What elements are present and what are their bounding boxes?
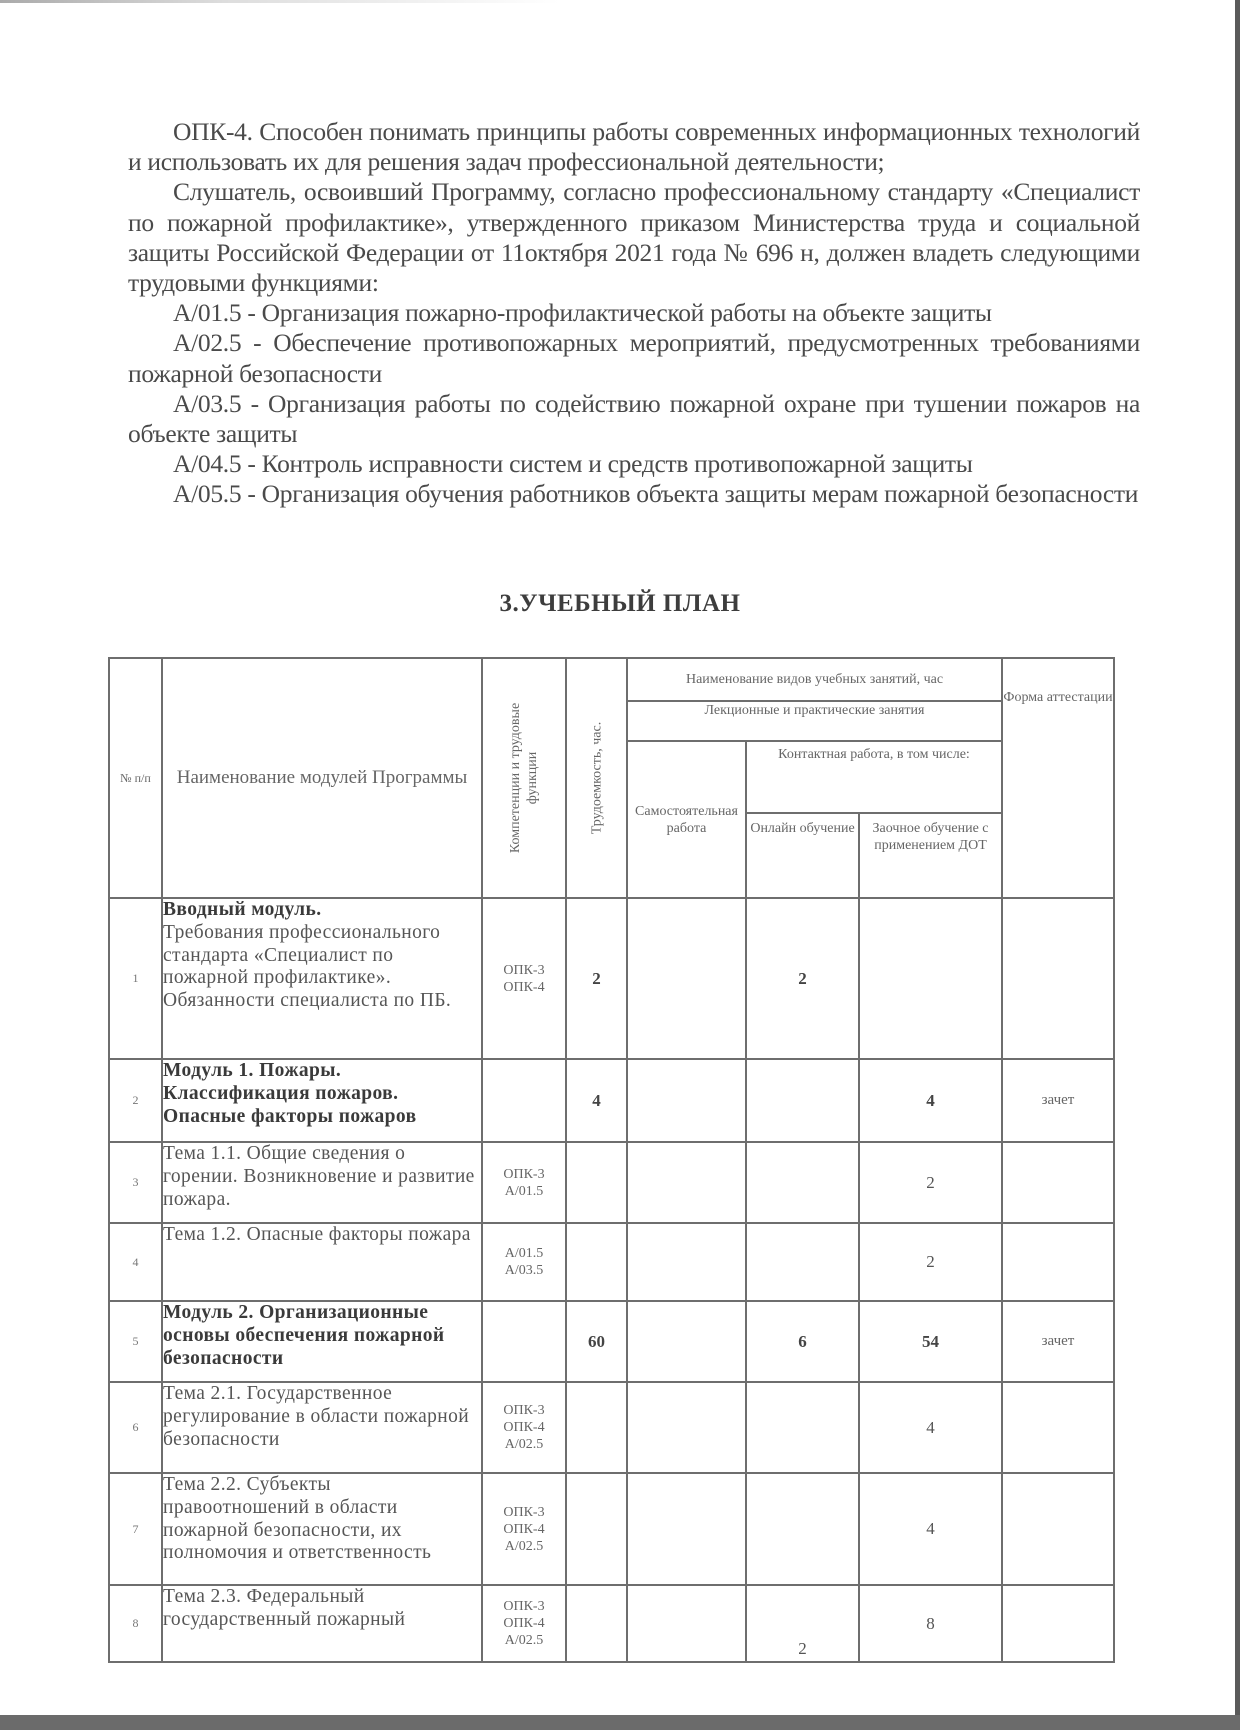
row-number: 2	[109, 1059, 162, 1142]
paragraph-listener: Слушатель, освоивший Программу, согласно профессиональному стандарту «Специалист по пожарной профилактике», утвержденного приказом Министерства труда и социальной защиты Российской Федерации от 11октября 2021 года № 696 н, должен владеть следующими трудовыми функциями:	[128, 177, 1140, 298]
row-number: 4	[109, 1223, 162, 1301]
module-title: Требования профессионального стандарта «Специалист по пожарной профилактике». Обязанности специалиста по ПБ.	[163, 921, 452, 1012]
module-title-bold: Вводный модуль.	[163, 899, 322, 920]
row-attestation	[1002, 1142, 1114, 1223]
scan-edge-bottom	[0, 1715, 1240, 1730]
table-row	[109, 1382, 1114, 1473]
header-competencies: Компетенции и трудовые функции	[482, 658, 566, 898]
row-online: 2	[746, 1585, 859, 1662]
row-title	[162, 1301, 482, 1382]
row-distance: 2	[859, 1142, 1002, 1223]
header-lectures-practice: Лекционные и практические занятия	[627, 701, 1002, 741]
row-competencies: А/01.5 А/03.5	[482, 1223, 566, 1301]
paragraph-function-a03: А/03.5 - Организация работы по содействию пожарной охране при тушении пожаров на объекте защиты	[128, 388, 1140, 449]
row-distance: 2	[859, 1223, 1002, 1301]
row-competencies: ОПК-3 А/01.5	[482, 1142, 566, 1223]
row-title	[162, 898, 482, 1059]
row-competencies: ОПК-3 ОПК-4	[482, 898, 566, 1059]
row-distance: 8	[859, 1585, 1002, 1662]
intro-text	[128, 117, 1140, 510]
table-row	[109, 1223, 1114, 1301]
header-labor: Трудоемкость, час.	[566, 658, 627, 898]
row-distance: 4	[859, 1473, 1002, 1585]
header-num: № п/п	[109, 658, 162, 898]
row-labor: 2	[566, 898, 627, 1059]
header-self-study: Самостоятельная работа	[627, 741, 746, 898]
row-labor: 4	[566, 1059, 627, 1142]
row-title	[162, 1473, 482, 1585]
row-attestation	[1002, 898, 1114, 1059]
row-labor	[566, 1382, 627, 1473]
header-activity-types: Наименование видов учебных занятий, час	[627, 658, 1002, 701]
module-title: Тема 2.1. Государственное регулирование в области пожарной безопасности	[163, 1383, 470, 1450]
row-online: 6	[746, 1301, 859, 1382]
row-labor	[566, 1142, 627, 1223]
row-attestation	[1002, 1382, 1114, 1473]
row-number: 7	[109, 1473, 162, 1585]
row-title	[162, 1585, 482, 1662]
table-row	[109, 1142, 1114, 1223]
scan-artifact-top	[0, 0, 560, 3]
row-competencies: ОПК-3 ОПК-4 А/02.5	[482, 1382, 566, 1473]
row-labor	[566, 1473, 627, 1585]
row-self-study	[627, 1301, 746, 1382]
row-labor	[566, 1223, 627, 1301]
header-contact-work: Контактная работа, в том числе:	[746, 741, 1002, 813]
header-module-name: Наименование модулей Программы	[162, 658, 482, 898]
row-title	[162, 1142, 482, 1223]
row-attestation	[1002, 1223, 1114, 1301]
curriculum-table	[108, 657, 1115, 1663]
row-number: 5	[109, 1301, 162, 1382]
row-self-study	[627, 1223, 746, 1301]
row-number: 1	[109, 898, 162, 1059]
row-attestation	[1002, 1473, 1114, 1585]
row-attestation: зачет	[1002, 1301, 1114, 1382]
module-title: Тема 1.2. Опасные факторы пожара	[163, 1224, 471, 1245]
row-attestation	[1002, 1585, 1114, 1662]
row-competencies: ОПК-3 ОПК-4 А/02.5	[482, 1473, 566, 1585]
scan-edge-right	[1235, 0, 1240, 1730]
module-title-bold: Модуль 1. Пожары. Классификация пожаров. Опасные факторы пожаров	[163, 1060, 417, 1127]
header-attestation: Форма аттестации	[1002, 658, 1114, 898]
row-title	[162, 1382, 482, 1473]
header-online: Онлайн обучение	[746, 813, 859, 898]
row-competencies	[482, 1301, 566, 1382]
header-distance: Заочное обучение с применением ДОТ	[859, 813, 1002, 898]
paragraph-function-a02: А/02.5 - Обеспечение противопожарных мероприятий, предусмотренных требованиями пожарной безопасности	[128, 328, 1140, 388]
paragraph-function-a04: А/04.5 - Контроль исправности систем и средств противопожарной защиты	[173, 449, 973, 479]
paragraph-opk4: ОПК-4. Способен понимать принципы работы современных информационных технологий и использовать их для решения задач профессиональной деятельности;	[128, 117, 1140, 177]
row-labor	[566, 1585, 627, 1662]
module-title-bold: Модуль 2. Организационные основы обеспечения пожарной безопасности	[163, 1302, 445, 1369]
row-online	[746, 1142, 859, 1223]
row-labor: 60	[566, 1301, 627, 1382]
row-competencies	[482, 1059, 566, 1142]
row-distance	[859, 898, 1002, 1059]
row-self-study	[627, 1382, 746, 1473]
table-row	[109, 1473, 1114, 1585]
row-number: 6	[109, 1382, 162, 1473]
row-self-study	[627, 1473, 746, 1585]
row-attestation: зачет	[1002, 1059, 1114, 1142]
paragraph-function-a05: А/05.5 - Организация обучения работников объекта защиты мерам пожарной безопасности	[173, 479, 1139, 509]
row-online	[746, 1059, 859, 1142]
row-title	[162, 1223, 482, 1301]
row-online	[746, 1382, 859, 1473]
table-row	[109, 1301, 1114, 1382]
row-online: 2	[746, 898, 859, 1059]
section-title: 3.УЧЕБНЫЙ ПЛАН	[499, 590, 741, 617]
row-distance: 4	[859, 1059, 1002, 1142]
paragraph-function-a01: А/01.5 - Организация пожарно-профилактической работы на объекте защиты	[173, 298, 992, 328]
row-online	[746, 1223, 859, 1301]
row-number: 8	[109, 1585, 162, 1662]
row-number: 3	[109, 1142, 162, 1223]
row-distance: 4	[859, 1382, 1002, 1473]
table-row	[109, 898, 1114, 1059]
row-self-study	[627, 898, 746, 1059]
module-title: Тема 1.1. Общие сведения о горении. Возникновение и развитие пожара.	[163, 1143, 475, 1210]
module-title: Тема 2.2. Субъекты правоотношений в области пожарной безопасности, их полномочия и ответственность	[163, 1474, 432, 1564]
table-row	[109, 1059, 1114, 1142]
table-row	[109, 1585, 1114, 1662]
row-self-study	[627, 1585, 746, 1662]
module-title: Тема 2.3. Федеральный государственный пожарный	[163, 1586, 406, 1630]
row-self-study	[627, 1142, 746, 1223]
row-competencies: ОПК-3 ОПК-4 А/02.5	[482, 1585, 566, 1662]
row-distance: 54	[859, 1301, 1002, 1382]
row-self-study	[627, 1059, 746, 1142]
row-online	[746, 1473, 859, 1585]
row-title	[162, 1059, 482, 1142]
